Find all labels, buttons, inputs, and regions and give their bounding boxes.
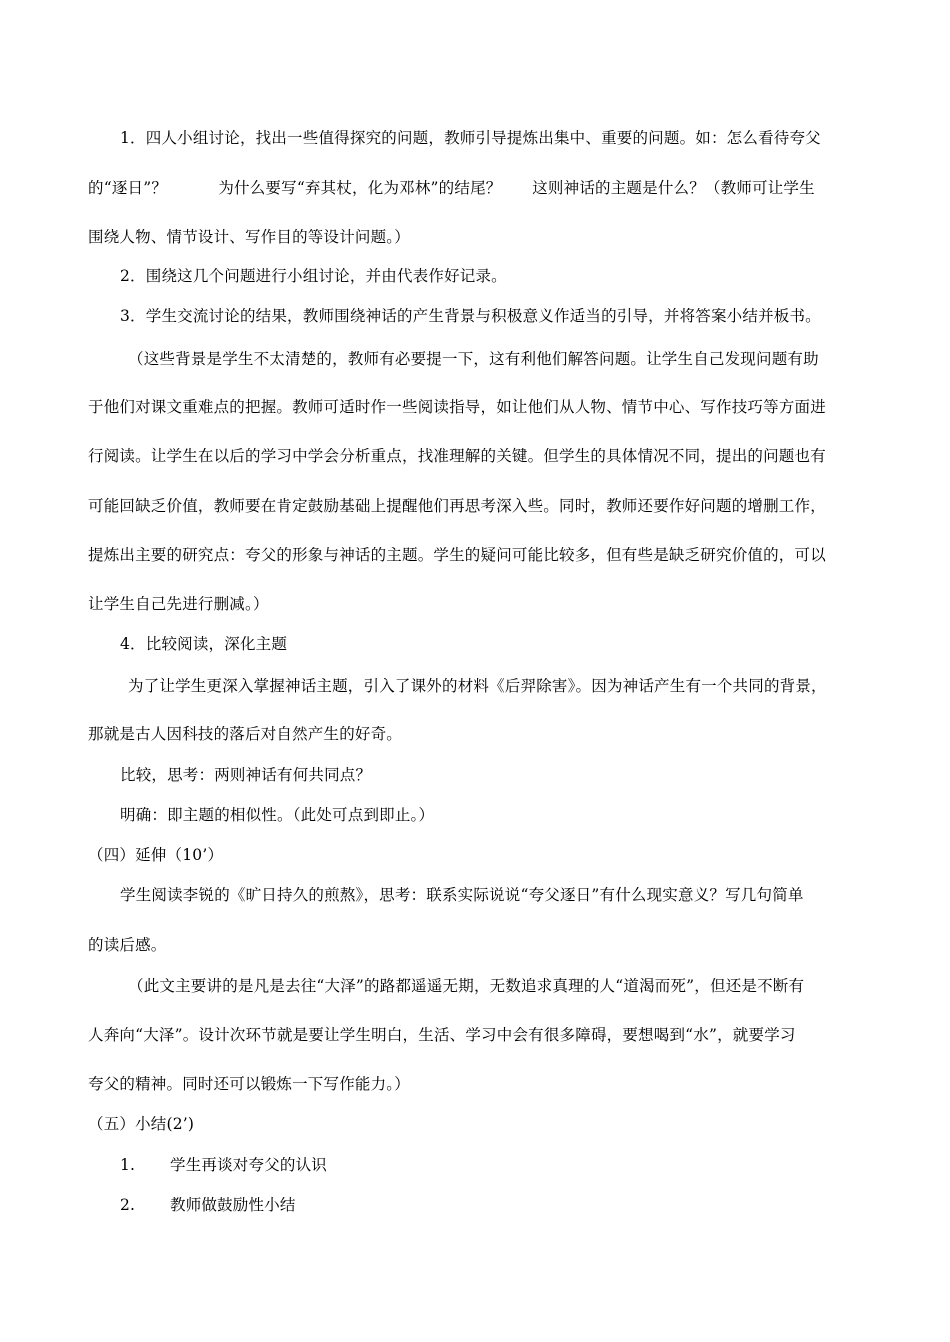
note-2-line-2: 人奔向“大泽”。设计次环节就是要让学生明白，生活、学习中会有很多障碍，要想喝到“水”，就要学习: [88, 1026, 796, 1044]
summary-item-1-text: 学生再谈对夸父的认识: [170, 1156, 328, 1174]
paragraph-3: 3．学生交流讨论的结果，教师围绕神话的产生背景与积极意义作适当的引导，并将答案小结并板书。: [120, 307, 821, 325]
summary-item-2-text: 教师做鼓励性小结: [170, 1196, 296, 1214]
paragraph-1-line-1: 1．四人小组讨论，找出一些值得探究的问题，教师引导提炼出集中、重要的问题。如：怎么看待夸父: [120, 129, 821, 147]
note-1-line-1: （这些背景是学生不太清楚的，教师有必要提一下，这有利他们解答问题。让学生自己发现问题有助: [128, 350, 819, 368]
compare-line: 比较，思考：两则神话有何共同点？: [120, 766, 372, 784]
summary-item-1-number: 1.: [120, 1156, 136, 1174]
note-1-line-4: 可能回缺乏价值，教师要在肯定鼓励基础上提醒他们再思考深入些。同时，教师还要作好问题的增删工作，: [88, 497, 826, 515]
paragraph-4-line-1: 为了让学生更深入掌握神话主题，引入了课外的材料《后羿除害》。因为神话产生有一个共同的背景，: [128, 677, 827, 695]
summary-item-2-number: 2.: [120, 1196, 136, 1214]
paragraph-2: 2．围绕这几个问题进行小组讨论，并由代表作好记录。: [120, 267, 507, 285]
note-1-line-6: 让学生自己先进行删减。）: [88, 595, 269, 613]
clarify-line: 明确：即主题的相似性。（此处可点到即止。）: [120, 806, 435, 824]
section-4-line-1: 学生阅读李锐的《旷日持久的煎熬》，思考：联系实际说说“夸父逐日”有什么现实意义？写几句简单: [120, 886, 804, 904]
paragraph-1-line-2: 的“逐日”？ 为什么要写“弃其杖，化为邓林”的结尾？ 这则神话的主题是什么？（教师可让学生: [88, 179, 815, 197]
section-5-title: （五）小结(2’): [88, 1115, 195, 1133]
note-1-line-5: 提炼出主要的研究点：夸父的形象与神话的主题。学生的疑问可能比较多，但有些是缺乏研究价值的，可以: [88, 546, 826, 564]
paragraph-1-line-3: 围绕人物、情节设计、写作目的等设计问题。）: [88, 228, 410, 246]
note-1-line-3: 行阅读。让学生在以后的学习中学会分析重点，找准理解的关键。但学生的具体情况不同，提出的问题也有: [88, 447, 826, 465]
section-4-title: （四）延伸（10’）: [88, 846, 224, 864]
note-1-line-2: 于他们对课文重难点的把握。教师可适时作一些阅读指导，如让他们从人物、情节中心、写作技巧等方面进: [88, 398, 826, 416]
note-2-line-1: （此文主要讲的是凡是去往“大泽”的路都遥遥无期，无数追求真理的人“道渴而死”，但还是不断有: [128, 977, 805, 995]
paragraph-4-line-2: 那就是古人因科技的落后对自然产生的好奇。: [88, 725, 403, 743]
section-4-line-2: 的读后感。: [88, 936, 167, 954]
note-2-line-3: 夸父的精神。同时还可以锻炼一下写作能力。）: [88, 1075, 410, 1093]
paragraph-4-title: 4．比较阅读，深化主题: [120, 635, 288, 653]
